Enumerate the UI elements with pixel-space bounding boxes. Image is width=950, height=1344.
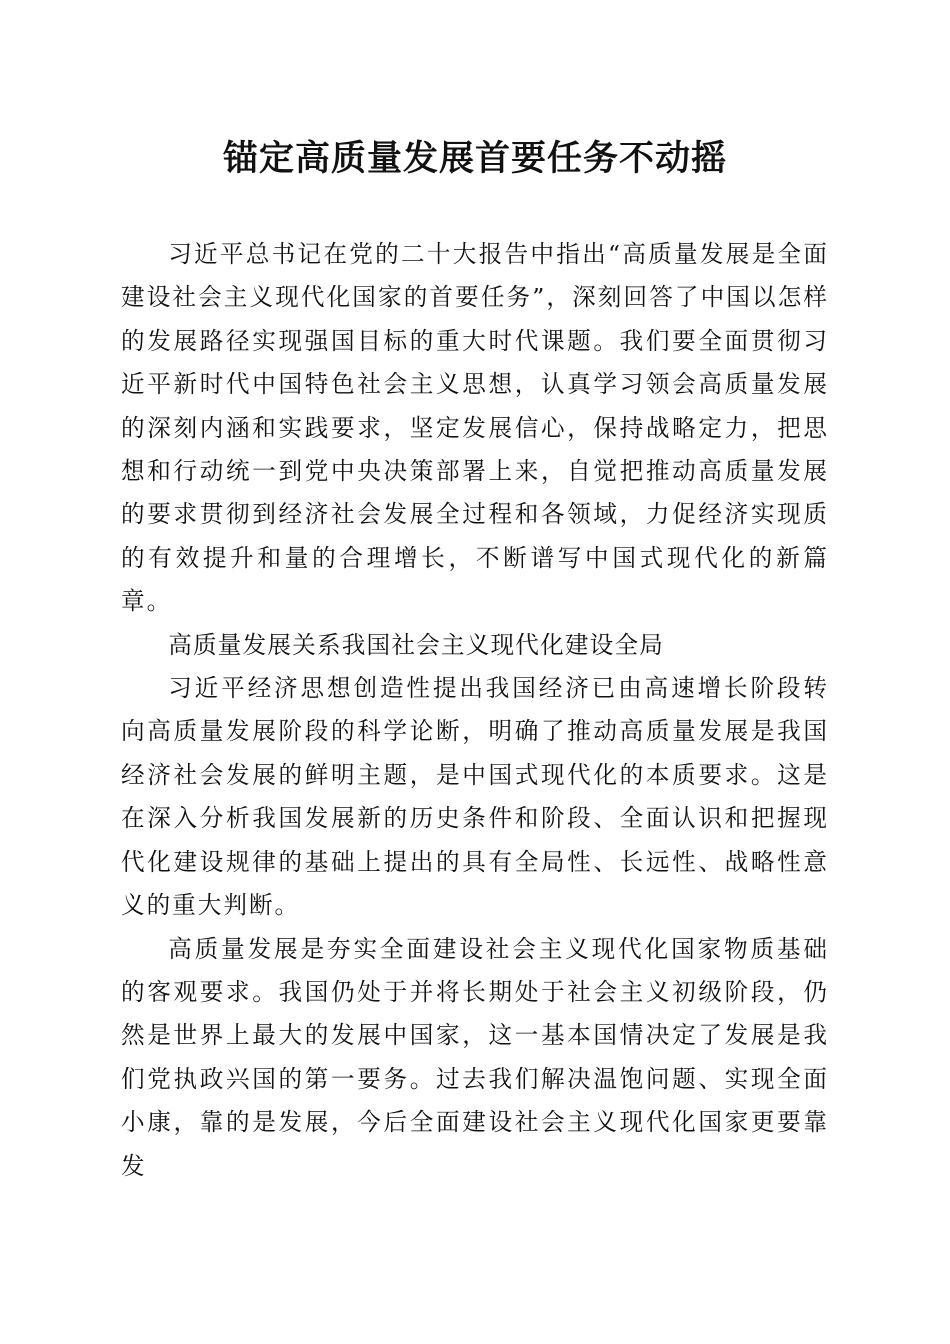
section-heading: 高质量发展关系我国社会主义现代化建设全局	[168, 630, 665, 659]
document-body	[121, 233, 829, 1188]
paragraph-economic-thought: 习近平经济思想创造性提出我国经济已由高速增长阶段转向高质量发展阶段的科学论断，明确了推动高质量发展是我国经济社会发展的鲜明主题，是中国式现代化的本质要求。这是在深入分析我国发展新的历史条件和阶段、全面认识和把握现代化建设规律的基础上提出的具有全局性、长远性、战略性意义的重大判断。	[121, 674, 829, 920]
document-title: 锚定高质量发展首要任务不动摇	[222, 138, 727, 179]
paragraph-material-foundation: 高质量发展是夯实全面建设社会主义现代化国家物质基础的客观要求。我国仍处于并将长期处于社会主义初级阶段，仍然是世界上最大的发展中国家，这一基本国情决定了发展是我们党执政兴国的第一要务。过去我们解决温饱问题、实现全面小康，靠的是发展，今后全面建设社会主义现代化国家更要靠发	[121, 934, 829, 1180]
paragraph-intro: 习近平总书记在党的二十大报告中指出“高质量发展是全面建设社会主义现代化国家的首要任务”，深刻回答了中国以怎样的发展路径实现强国目标的重大时代课题。我们要全面贯彻习近平新时代中国特色社会主义思想，认真学习领会高质量发展的深刻内涵和实践要求，坚定发展信心，保持战略定力，把思想和行动统一到党中央决策部署上来，自觉把推动高质量发展的要求贯彻到经济社会发展全过程和各领域，力促经济实现质的有效提升和量的合理增长，不断谱写中国式现代化的新篇章。	[121, 240, 829, 616]
